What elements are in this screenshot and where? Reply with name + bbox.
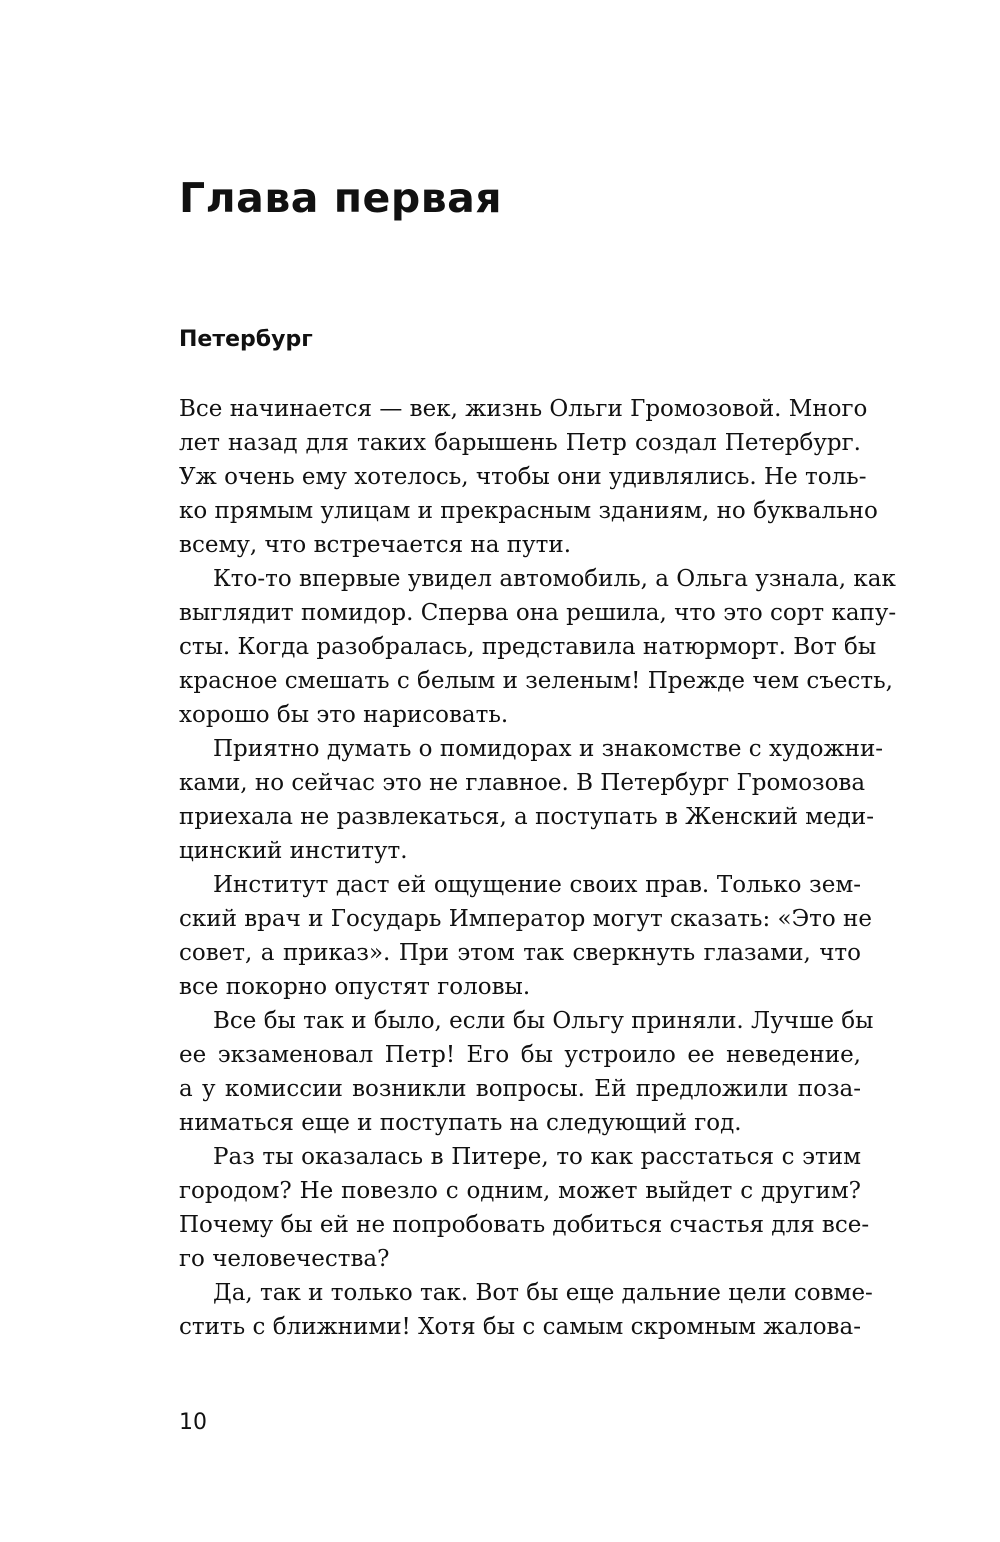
text-line: цинский институт. (179, 838, 408, 864)
text-line: ее экзаменовал Петр! Его бы устроило ее неведение, (179, 1042, 861, 1068)
section-title: Петербург (179, 327, 313, 352)
text-line: хорошо бы это нарисовать. (179, 702, 509, 728)
text-line: городом? Не повезло с одним, может выйдет с другим? (179, 1178, 861, 1204)
text-line: все покорно опустят головы. (179, 974, 531, 1000)
text-line: Все начинается — век, жизнь Ольги Громозовой. Много (179, 396, 868, 422)
text-line: красное смешать с белым и зеленым! Прежде чем съесть, (179, 668, 893, 694)
text-line: стить с ближними! Хотя бы с самым скромным жалова- (179, 1314, 861, 1340)
text-line: всему, что встречается на пути. (179, 532, 571, 558)
text-line: Все бы так и было, если бы Ольгу приняли. Лучше бы (213, 1008, 874, 1034)
text-line: Уж очень ему хотелось, чтобы они удивлялись. Не толь- (179, 464, 867, 490)
text-line: сты. Когда разобралась, представила натюрморт. Вот бы (179, 634, 877, 660)
text-line: Раз ты оказалась в Питере, то как расстаться с этим (213, 1144, 861, 1170)
text-line: лет назад для таких барышень Петр создал Петербург. (179, 430, 861, 456)
text-line: го человечества? (179, 1246, 390, 1272)
text-line: приехала не развлекаться, а поступать в Женский меди- (179, 804, 875, 830)
text-line: а у комиссии возникли вопросы. Ей предложили поза- (179, 1076, 861, 1102)
text-line: ский врач и Государь Император могут сказать: «Это не (179, 906, 872, 932)
text-line: Институт даст ей ощущение своих прав. Только зем- (213, 872, 861, 898)
text-line: Да, так и только так. Вот бы еще дальние цели совме- (213, 1280, 873, 1306)
text-line: ками, но сейчас это не главное. В Петербург Громозова (179, 770, 866, 796)
text-line: Почему бы ей не попробовать добиться счастья для все- (179, 1212, 870, 1238)
text-line: совет, а приказ». При этом так сверкнуть глазами, что (179, 940, 861, 966)
body-text (179, 392, 897, 1344)
page-number: 10 (179, 1410, 207, 1435)
text-line: ко прямым улицам и прекрасным зданиям, но буквально (179, 498, 878, 524)
chapter-title: Глава первая (179, 174, 503, 222)
text-line: выглядит помидор. Сперва она решила, что это сорт капу- (179, 600, 897, 626)
text-line: ниматься еще и поступать на следующий год. (179, 1110, 742, 1136)
text-line: Приятно думать о помидорах и знакомстве с художни- (213, 736, 884, 762)
text-line: Кто-то впервые увидел автомобиль, а Ольга узнала, как (213, 566, 896, 592)
